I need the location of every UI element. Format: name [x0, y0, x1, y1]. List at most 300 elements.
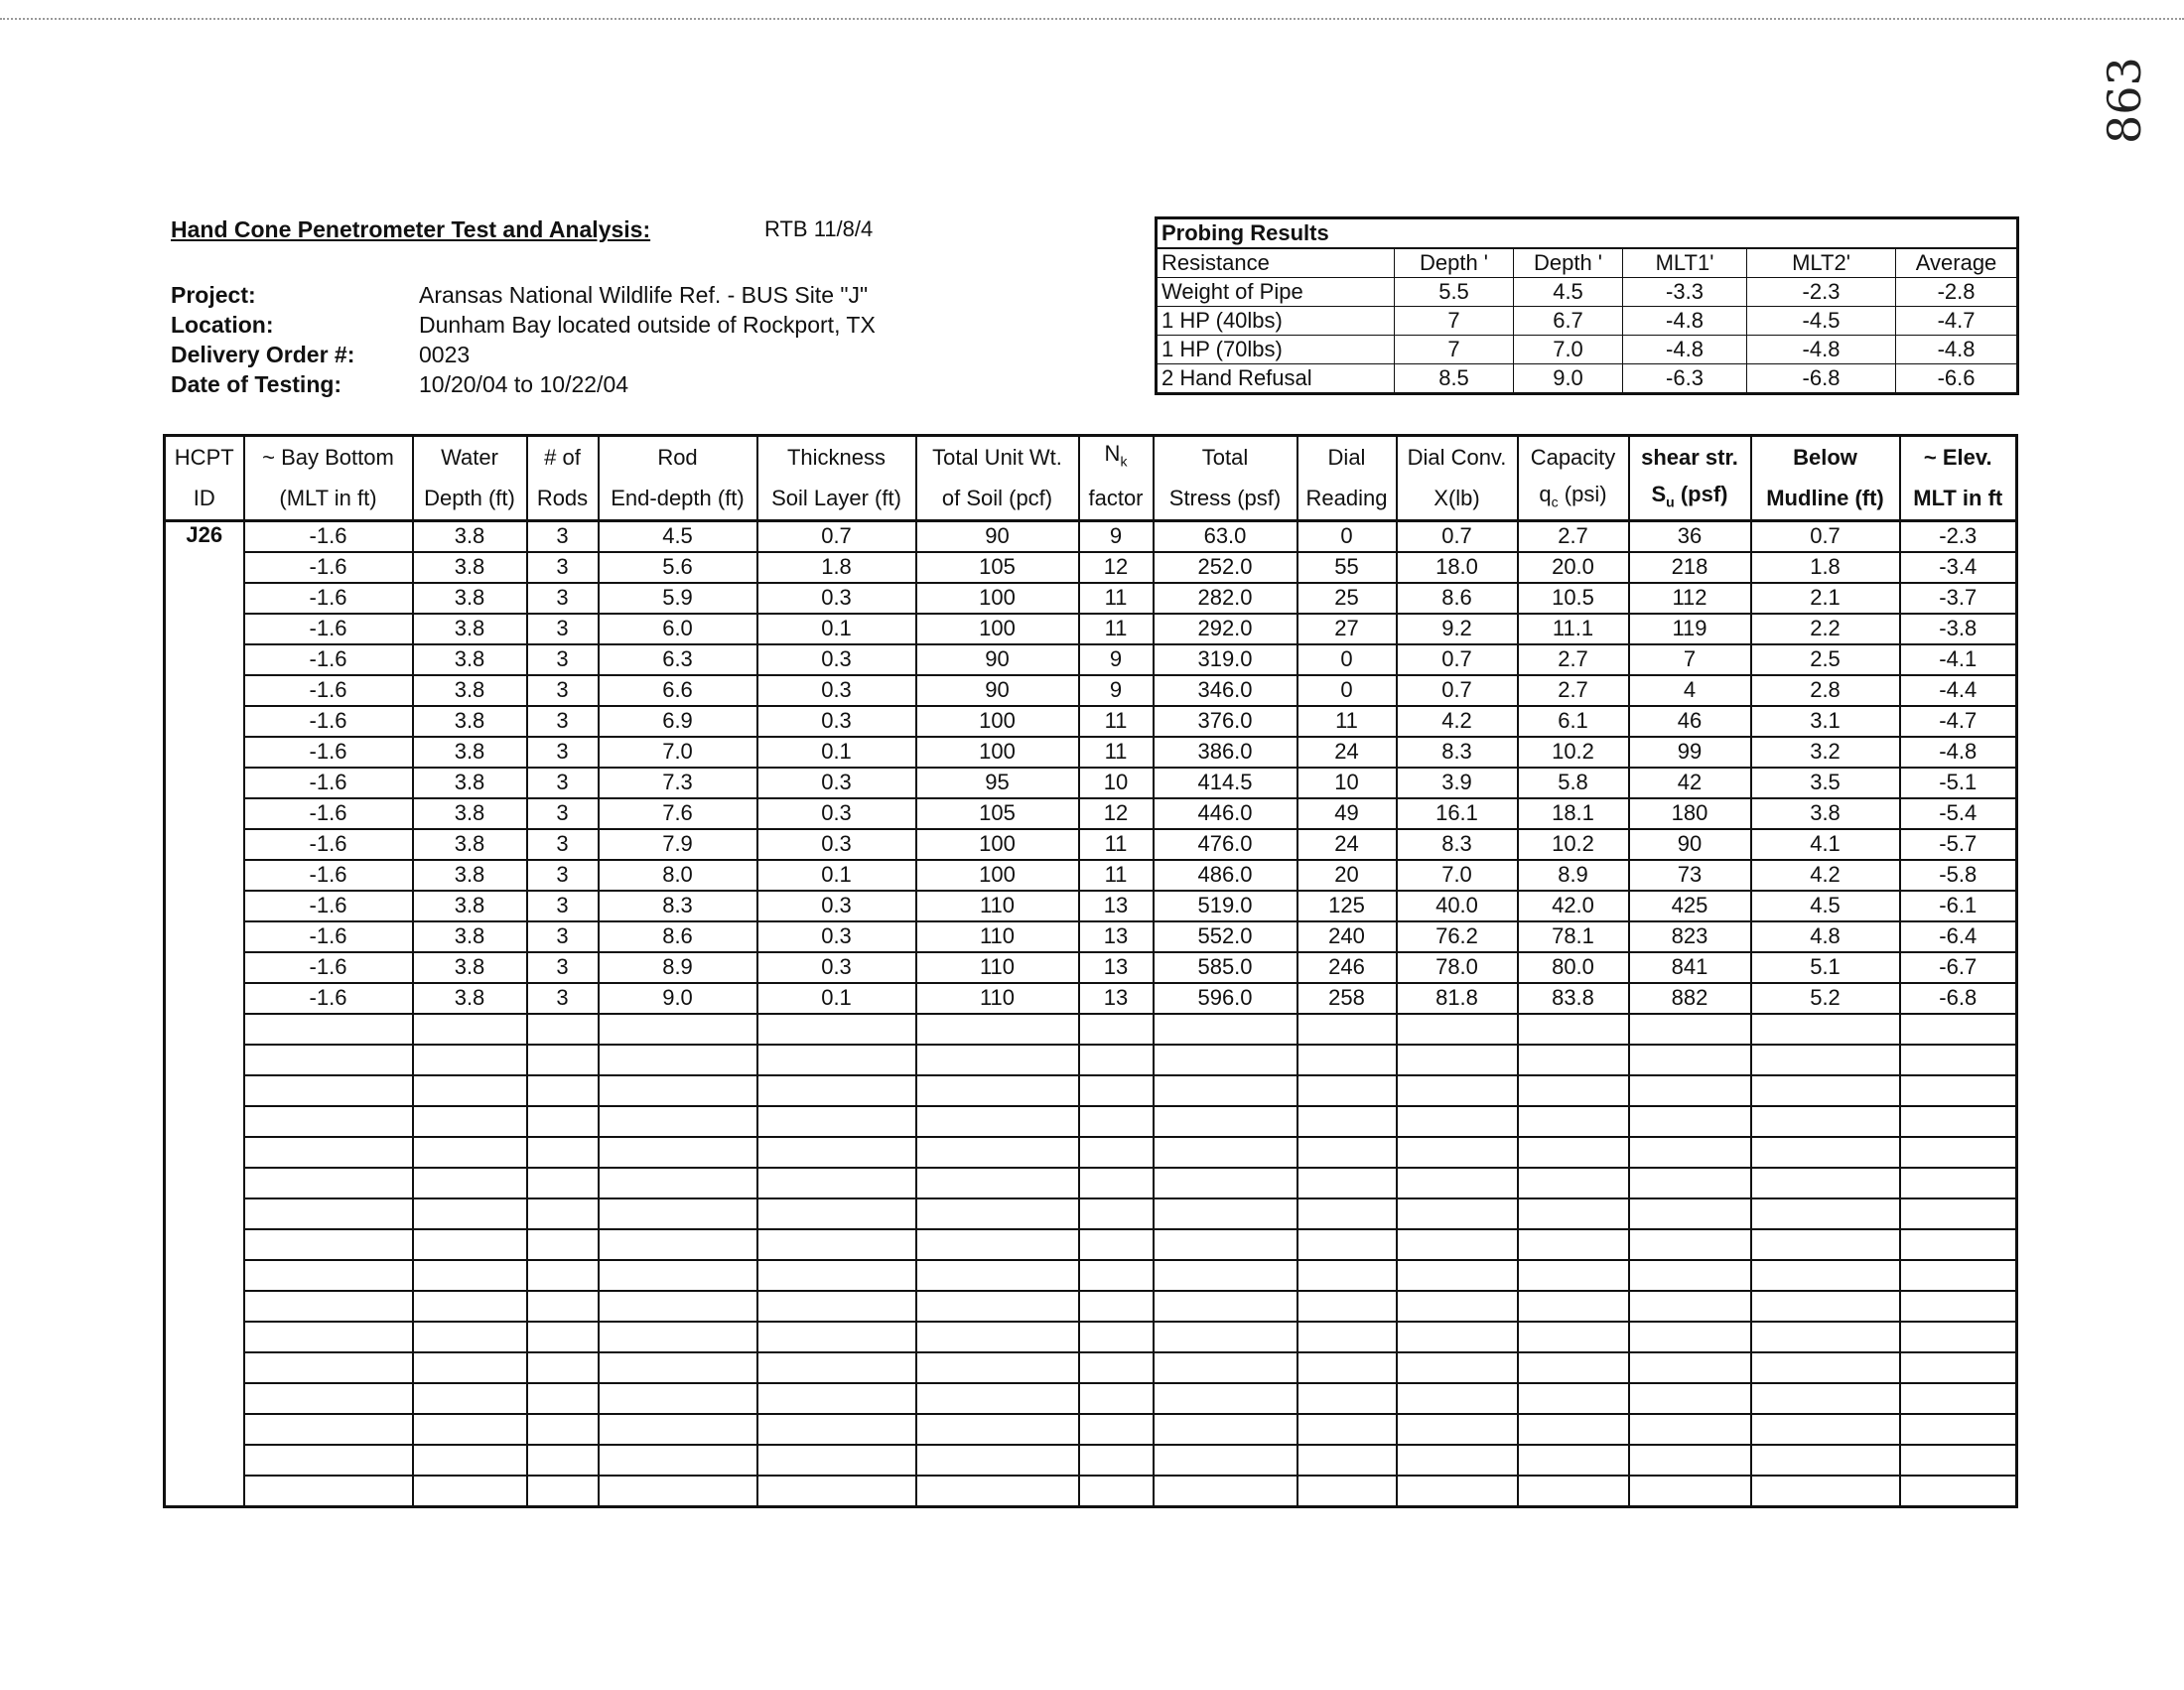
table-cell: 10: [1297, 768, 1397, 798]
col-subheader-end-depth: End-depth (ft): [599, 478, 757, 520]
table-cell: 4.8: [1751, 921, 1900, 952]
table-cell: [916, 1168, 1079, 1198]
table-cell: 90: [1629, 829, 1751, 860]
table-cell: [757, 1075, 916, 1106]
table-cell: 100: [916, 706, 1079, 737]
table-cell: [1079, 1229, 1154, 1260]
table-cell: -3.8: [1900, 614, 2017, 644]
table-cell: [1518, 1260, 1629, 1291]
table-cell: 13: [1079, 983, 1154, 1014]
table-cell: 95: [916, 768, 1079, 798]
table-cell: [916, 1045, 1079, 1075]
table-cell: [244, 1137, 413, 1168]
table-cell: 7.9: [599, 829, 757, 860]
table-cell: 10.2: [1518, 829, 1629, 860]
table-cell: [1079, 1414, 1154, 1445]
table-cell: -6.4: [1900, 921, 2017, 952]
table-cell: 73: [1629, 860, 1751, 891]
table-cell: [527, 1414, 599, 1445]
table-cell: 76.2: [1397, 921, 1518, 952]
table-cell: [1629, 1106, 1751, 1137]
table-row: [165, 768, 2017, 798]
empty-table-row: [165, 1291, 2017, 1322]
table-cell: [1154, 1137, 1297, 1168]
table-cell: 78.0: [1397, 952, 1518, 983]
probing-value: -3.3: [1623, 278, 1747, 307]
col-subheader-depth: Depth (ft): [413, 478, 527, 520]
col-header-num-rods: # of: [527, 436, 599, 479]
table-cell: [1397, 1352, 1518, 1383]
table-cell: [1397, 1168, 1518, 1198]
document-title: Hand Cone Penetrometer Test and Analysis:: [171, 216, 651, 242]
table-row: [165, 644, 2017, 675]
table-cell: [1629, 1168, 1751, 1198]
table-cell: [1297, 1198, 1397, 1229]
table-cell: [1629, 1414, 1751, 1445]
table-cell: [1629, 1229, 1751, 1260]
col-header-total-stress: Total: [1154, 436, 1297, 479]
table-cell: [1154, 1075, 1297, 1106]
table-cell: [1518, 1075, 1629, 1106]
table-cell: 414.5: [1154, 768, 1297, 798]
qc-unit: (psi): [1558, 482, 1607, 507]
info-label: Delivery Order #:: [171, 342, 355, 367]
table-cell: [413, 1137, 527, 1168]
table-cell: 258: [1297, 983, 1397, 1014]
table-cell: [1751, 1445, 1900, 1476]
table-cell: [1629, 1352, 1751, 1383]
empty-table-row: [165, 1383, 2017, 1414]
table-cell: [1297, 1260, 1397, 1291]
table-cell: 5.6: [599, 552, 757, 583]
table-cell: [1629, 1014, 1751, 1045]
table-cell: [1397, 1383, 1518, 1414]
table-cell: [757, 1229, 916, 1260]
table-cell: [413, 1322, 527, 1352]
table-cell: [413, 1106, 527, 1137]
table-cell: [1629, 1476, 1751, 1507]
table-cell: [527, 1014, 599, 1045]
table-cell: [599, 1291, 757, 1322]
probing-header-cell: Depth ': [1514, 248, 1623, 278]
table-cell: 125: [1297, 891, 1397, 921]
table-cell: 0.1: [757, 983, 916, 1014]
table-row: [165, 675, 2017, 706]
table-cell: [757, 1383, 916, 1414]
table-cell: 8.3: [1397, 829, 1518, 860]
probing-row: [1157, 364, 2018, 394]
table-cell: [413, 1476, 527, 1507]
table-cell: -4.4: [1900, 675, 2017, 706]
probing-header-cell: Average: [1896, 248, 2018, 278]
table-cell: 13: [1079, 891, 1154, 921]
table-row: [165, 829, 2017, 860]
table-cell: 20.0: [1518, 552, 1629, 583]
table-cell: [1900, 1260, 2017, 1291]
nk-subscript: k: [1120, 453, 1128, 470]
table-cell: -5.1: [1900, 768, 2017, 798]
table-cell: [1518, 1137, 1629, 1168]
scan-edge: [0, 18, 2184, 20]
probing-resistance-label: 1 HP (40lbs): [1157, 307, 1395, 336]
table-cell: [1297, 1014, 1397, 1045]
table-cell: [1629, 1198, 1751, 1229]
col-header-nk: [1079, 436, 1154, 479]
table-cell: 3: [527, 829, 599, 860]
table-cell: [1154, 1291, 1297, 1322]
table-cell: 5.8: [1518, 768, 1629, 798]
table-cell: 3: [527, 768, 599, 798]
table-cell: 3.8: [413, 952, 527, 983]
table-cell: 11: [1079, 614, 1154, 644]
table-cell: [1751, 1106, 1900, 1137]
table-cell: 27: [1297, 614, 1397, 644]
table-cell: 0.3: [757, 706, 916, 737]
qc-label: q: [1539, 482, 1552, 507]
table-cell: 0.7: [1397, 644, 1518, 675]
col-header-bay-bottom: ~ Bay Bottom: [244, 436, 413, 479]
table-cell: 7.0: [1397, 860, 1518, 891]
empty-table-row: [165, 1352, 2017, 1383]
table-cell: [1154, 1014, 1297, 1045]
table-cell: [1900, 1075, 2017, 1106]
table-cell: 11: [1079, 737, 1154, 768]
table-cell: 6.3: [599, 644, 757, 675]
probing-resistance-label: 2 Hand Refusal: [1157, 364, 1395, 394]
info-value: 10/20/04 to 10/22/04: [419, 371, 629, 397]
table-cell: [1397, 1198, 1518, 1229]
table-cell: [1397, 1014, 1518, 1045]
table-cell: [1397, 1075, 1518, 1106]
table-row: [165, 737, 2017, 768]
table-cell: [599, 1322, 757, 1352]
probing-value: -6.8: [1747, 364, 1896, 394]
probing-results-table: [1155, 216, 2019, 395]
table-cell: [244, 1260, 413, 1291]
table-cell: 3.5: [1751, 768, 1900, 798]
table-cell: [413, 1260, 527, 1291]
table-cell: 12: [1079, 798, 1154, 829]
col-header-dial: Dial: [1297, 436, 1397, 479]
table-cell: 7.6: [599, 798, 757, 829]
table-cell: [1751, 1075, 1900, 1106]
probing-row: [1157, 278, 2018, 307]
su-subscript: u: [1666, 493, 1675, 510]
table-cell: -6.1: [1900, 891, 2017, 921]
table-cell: [413, 1045, 527, 1075]
probing-value: -2.3: [1747, 278, 1896, 307]
table-cell: 12: [1079, 552, 1154, 583]
table-cell: [1079, 1198, 1154, 1229]
table-row: [165, 891, 2017, 921]
penetrometer-data-table: [163, 434, 2018, 1508]
table-cell: 3: [527, 675, 599, 706]
table-cell: [599, 1229, 757, 1260]
table-cell: [244, 1075, 413, 1106]
table-cell: [1629, 1137, 1751, 1168]
col-header-shear: shear str.: [1629, 436, 1751, 479]
col-header-rod: Rod: [599, 436, 757, 479]
table-cell: 3: [527, 614, 599, 644]
table-cell: 240: [1297, 921, 1397, 952]
table-cell: 11: [1079, 829, 1154, 860]
empty-table-row: [165, 1014, 2017, 1045]
table-cell: 10.2: [1518, 737, 1629, 768]
table-cell: [1518, 1352, 1629, 1383]
probing-value: 6.7: [1514, 307, 1623, 336]
table-cell: [244, 1198, 413, 1229]
table-cell: [1079, 1137, 1154, 1168]
table-cell: 0.3: [757, 921, 916, 952]
col-header-unit-weight: Total Unit Wt.: [916, 436, 1079, 479]
table-cell: 110: [916, 983, 1079, 1014]
table-cell: 110: [916, 952, 1079, 983]
info-row-location: [171, 310, 876, 340]
table-cell: [1751, 1352, 1900, 1383]
table-cell: 9: [1079, 644, 1154, 675]
table-cell: [916, 1014, 1079, 1045]
table-cell: [599, 1414, 757, 1445]
table-cell: [757, 1476, 916, 1507]
probing-value: -4.5: [1747, 307, 1896, 336]
table-cell: [1079, 1352, 1154, 1383]
table-cell: [527, 1106, 599, 1137]
table-cell: [599, 1168, 757, 1198]
table-cell: 3.8: [413, 768, 527, 798]
table-cell: [1079, 1445, 1154, 1476]
table-cell: [1154, 1106, 1297, 1137]
probing-value: -4.8: [1623, 307, 1747, 336]
table-cell: 9.0: [599, 983, 757, 1014]
table-cell: 823: [1629, 921, 1751, 952]
table-cell: [1397, 1414, 1518, 1445]
probing-value: 8.5: [1395, 364, 1514, 394]
table-cell: [413, 1352, 527, 1383]
table-cell: 3: [527, 583, 599, 614]
table-cell: -4.8: [1900, 737, 2017, 768]
table-cell: -1.6: [244, 520, 413, 552]
table-cell: 3.8: [413, 860, 527, 891]
table-cell: 11.1: [1518, 614, 1629, 644]
table-cell: 3: [527, 983, 599, 1014]
info-value: Dunham Bay located outside of Rockport, TX: [419, 312, 876, 338]
table-cell: [916, 1106, 1079, 1137]
table-cell: [1629, 1291, 1751, 1322]
info-label: Project:: [171, 282, 256, 308]
table-cell: 425: [1629, 891, 1751, 921]
probing-value: -4.8: [1747, 336, 1896, 364]
table-cell: [413, 1291, 527, 1322]
table-cell: 2.7: [1518, 520, 1629, 552]
table-cell: 8.9: [1518, 860, 1629, 891]
table-cell: 6.6: [599, 675, 757, 706]
table-cell: [599, 1383, 757, 1414]
table-cell: 3: [527, 520, 599, 552]
probing-value: 7: [1395, 307, 1514, 336]
table-cell: [527, 1445, 599, 1476]
table-cell: 5.2: [1751, 983, 1900, 1014]
probing-header-cell: Depth ': [1395, 248, 1514, 278]
table-cell: 11: [1079, 860, 1154, 891]
table-row: [165, 706, 2017, 737]
table-cell: [1518, 1291, 1629, 1322]
table-cell: -1.6: [244, 798, 413, 829]
table-cell: 8.3: [599, 891, 757, 921]
table-cell: [1079, 1322, 1154, 1352]
table-cell: [413, 1168, 527, 1198]
table-cell: 282.0: [1154, 583, 1297, 614]
table-cell: [757, 1291, 916, 1322]
table-cell: [1079, 1383, 1154, 1414]
table-cell: [244, 1229, 413, 1260]
table-cell: 7.3: [599, 768, 757, 798]
table-cell: [244, 1168, 413, 1198]
empty-table-row: [165, 1322, 2017, 1352]
table-cell: [1154, 1414, 1297, 1445]
info-label: Location:: [171, 312, 274, 338]
table-cell: [757, 1322, 916, 1352]
table-cell: -1.6: [244, 983, 413, 1014]
table-cell: 486.0: [1154, 860, 1297, 891]
table-cell: [244, 1352, 413, 1383]
table-cell: [1900, 1414, 2017, 1445]
table-cell: -4.1: [1900, 644, 2017, 675]
table-cell: 42.0: [1518, 891, 1629, 921]
probing-header-row: [1157, 248, 2018, 278]
table-cell: 5.9: [599, 583, 757, 614]
table-cell: [757, 1198, 916, 1229]
probing-value: -2.8: [1896, 278, 2018, 307]
table-cell: [1900, 1229, 2017, 1260]
table-cell: 0.3: [757, 583, 916, 614]
table-row: [165, 614, 2017, 644]
table-cell: [1154, 1168, 1297, 1198]
table-cell: [1751, 1322, 1900, 1352]
table-cell: 3: [527, 921, 599, 952]
table-cell: [1751, 1198, 1900, 1229]
col-subheader-mlt: (MLT in ft): [244, 478, 413, 520]
table-cell: 20: [1297, 860, 1397, 891]
table-cell: 3.8: [413, 737, 527, 768]
probing-results-title: Probing Results: [1157, 218, 2018, 249]
table-cell: 585.0: [1154, 952, 1297, 983]
table-cell: 105: [916, 552, 1079, 583]
table-cell: [1629, 1383, 1751, 1414]
table-cell: 3.8: [413, 829, 527, 860]
empty-table-row: [165, 1445, 2017, 1476]
table-cell: [527, 1383, 599, 1414]
table-cell: [1397, 1106, 1518, 1137]
table-cell: [1297, 1383, 1397, 1414]
table-row: [165, 520, 2017, 552]
table-cell: 0.7: [757, 520, 916, 552]
table-cell: 0.3: [757, 798, 916, 829]
table-cell: [1751, 1045, 1900, 1075]
table-cell: 100: [916, 829, 1079, 860]
table-cell: [1518, 1414, 1629, 1445]
table-cell: [1751, 1260, 1900, 1291]
probing-resistance-label: 1 HP (70lbs): [1157, 336, 1395, 364]
table-cell: 3: [527, 798, 599, 829]
table-cell: -5.4: [1900, 798, 2017, 829]
table-cell: 1.8: [757, 552, 916, 583]
table-cell: [1900, 1445, 2017, 1476]
table-cell: [1629, 1445, 1751, 1476]
table-cell: [1297, 1137, 1397, 1168]
table-cell: 11: [1079, 706, 1154, 737]
table-cell: [1297, 1291, 1397, 1322]
info-label: Date of Testing:: [171, 371, 342, 397]
table-cell: 8.3: [1397, 737, 1518, 768]
table-cell: [413, 1383, 527, 1414]
table-cell: [757, 1168, 916, 1198]
table-cell: 386.0: [1154, 737, 1297, 768]
table-cell: 3.9: [1397, 768, 1518, 798]
reviewer-initials: RTB 11/8/4: [764, 216, 874, 241]
empty-table-row: [165, 1260, 2017, 1291]
table-cell: [1079, 1045, 1154, 1075]
col-subheader-mudline: Mudline (ft): [1751, 478, 1900, 520]
table-cell: 3.8: [413, 583, 527, 614]
table-cell: 0.7: [1397, 675, 1518, 706]
table-cell: [1079, 1291, 1154, 1322]
table-cell: 3: [527, 706, 599, 737]
probing-value: 7: [1395, 336, 1514, 364]
probing-header-cell: MLT1': [1623, 248, 1747, 278]
col-header-hcpt: HCPT: [165, 436, 244, 479]
table-cell: 0.3: [757, 952, 916, 983]
table-cell: [1154, 1445, 1297, 1476]
table-cell: [757, 1014, 916, 1045]
table-cell: 63.0: [1154, 520, 1297, 552]
table-cell: [413, 1414, 527, 1445]
table-cell: [1751, 1014, 1900, 1045]
table-cell: 100: [916, 583, 1079, 614]
table-cell: 4.2: [1751, 860, 1900, 891]
su-unit: (psf): [1674, 482, 1728, 507]
table-cell: 7.0: [599, 737, 757, 768]
info-row-delivery-order: [171, 340, 876, 369]
table-row: [165, 798, 2017, 829]
table-cell: [916, 1291, 1079, 1322]
table-cell: [1154, 1229, 1297, 1260]
table-cell: 55: [1297, 552, 1397, 583]
table-cell: 519.0: [1154, 891, 1297, 921]
table-cell: 476.0: [1154, 829, 1297, 860]
table-cell: 13: [1079, 921, 1154, 952]
table-cell: [1518, 1383, 1629, 1414]
table-cell: [527, 1198, 599, 1229]
table-cell: 3.8: [413, 921, 527, 952]
table-cell: [1154, 1260, 1297, 1291]
table-cell: 40.0: [1397, 891, 1518, 921]
table-cell: 2.1: [1751, 583, 1900, 614]
table-cell: 0.3: [757, 768, 916, 798]
table-cell: [1518, 1476, 1629, 1507]
info-row-date: [171, 369, 876, 399]
table-cell: [1079, 1260, 1154, 1291]
table-cell: 80.0: [1518, 952, 1629, 983]
table-cell: [1900, 1045, 2017, 1075]
table-cell: [916, 1075, 1079, 1106]
col-subheader-id: ID: [165, 478, 244, 520]
col-subheader-rods: Rods: [527, 478, 599, 520]
table-cell: [1751, 1414, 1900, 1445]
probing-header-cell: MLT2': [1747, 248, 1896, 278]
table-cell: 4.5: [599, 520, 757, 552]
table-cell: [916, 1229, 1079, 1260]
table-cell: 3: [527, 552, 599, 583]
